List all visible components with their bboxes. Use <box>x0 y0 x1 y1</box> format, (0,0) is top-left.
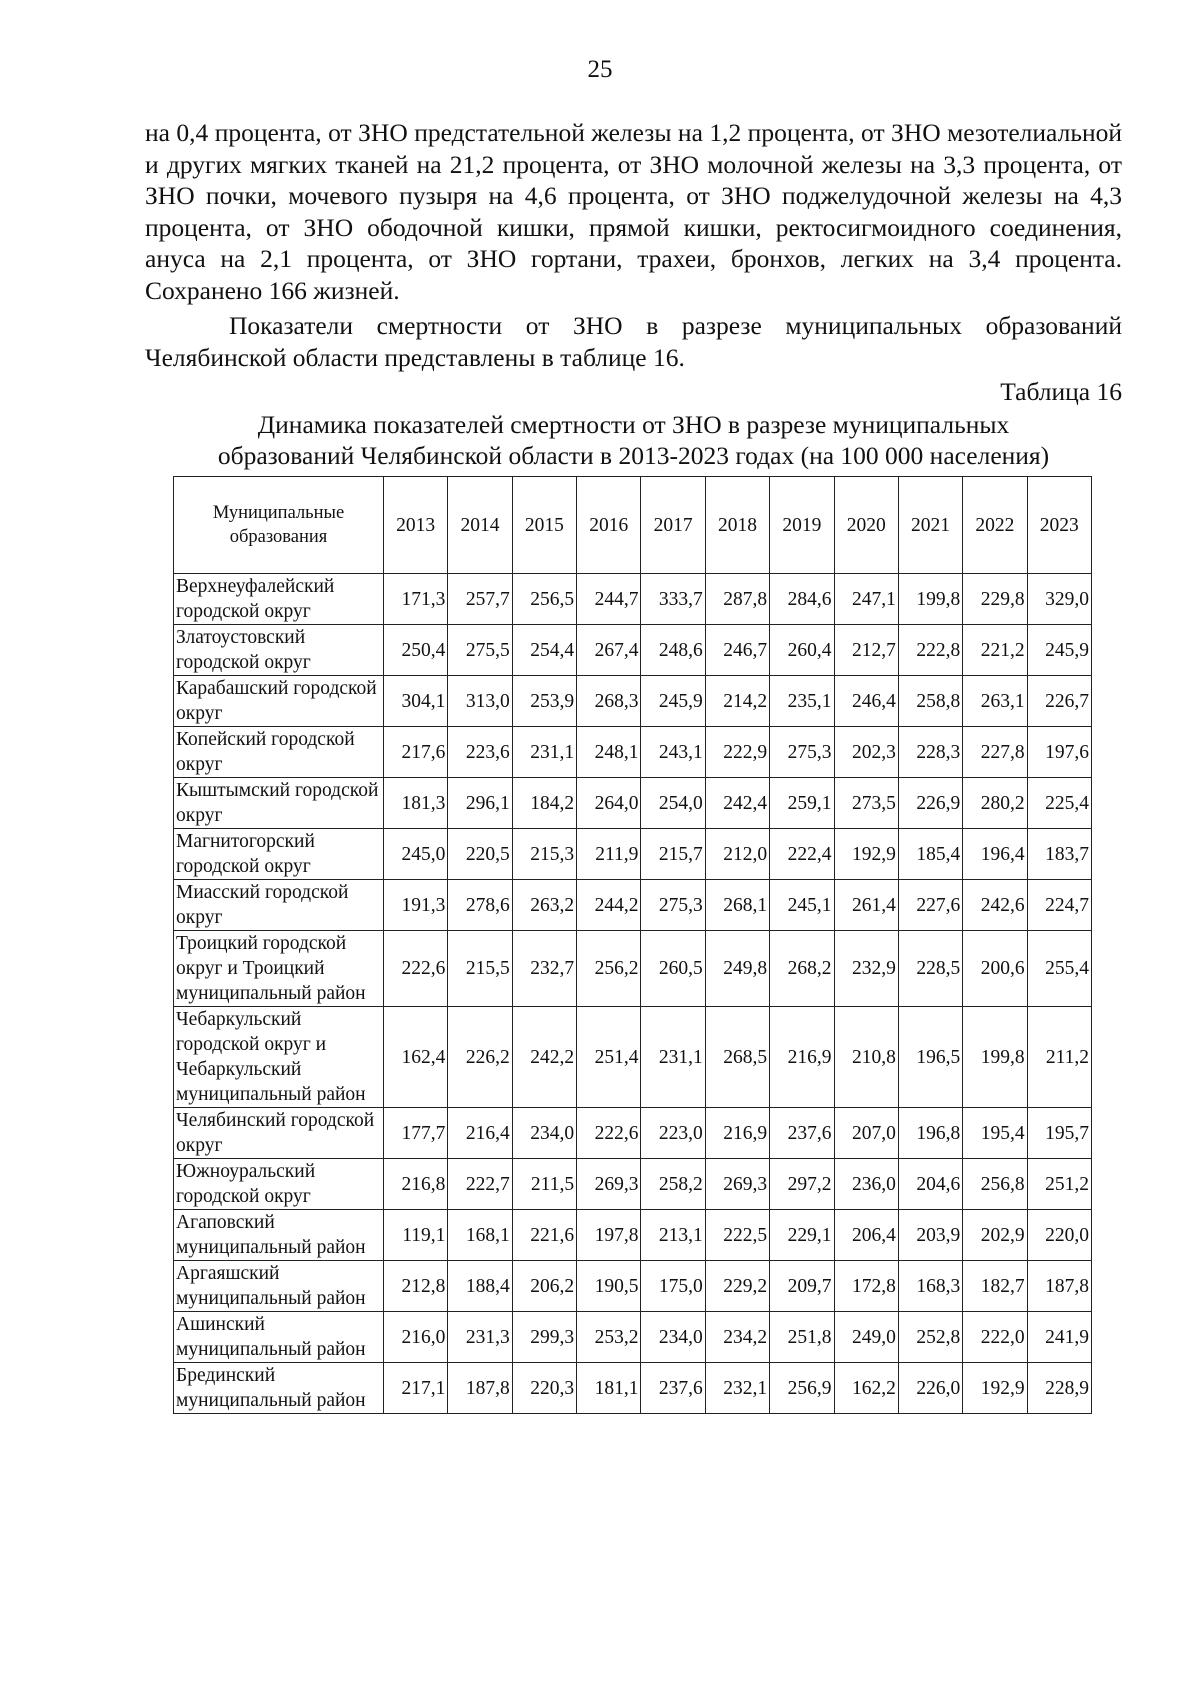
mortality-value-cell: 229,2 <box>705 1261 769 1312</box>
mortality-value-cell: 268,3 <box>577 676 641 727</box>
mortality-value-cell: 234,0 <box>641 1312 705 1363</box>
mortality-value-cell: 235,1 <box>770 676 834 727</box>
header-municipalities: Муниципальные образования <box>174 477 384 574</box>
mortality-value-cell: 168,1 <box>448 1210 512 1261</box>
mortality-value-cell: 242,6 <box>963 880 1027 931</box>
mortality-value-cell: 249,0 <box>834 1312 898 1363</box>
mortality-value-cell: 206,4 <box>834 1210 898 1261</box>
mortality-value-cell: 244,2 <box>577 880 641 931</box>
mortality-value-cell: 172,8 <box>834 1261 898 1312</box>
mortality-value-cell: 242,2 <box>512 1007 576 1108</box>
mortality-value-cell: 333,7 <box>641 574 705 625</box>
table-row <box>174 625 1092 676</box>
mortality-value-cell: 226,7 <box>1027 676 1091 727</box>
mortality-value-cell: 267,4 <box>577 625 641 676</box>
table-row <box>174 1363 1092 1414</box>
mortality-value-cell: 245,9 <box>1027 625 1091 676</box>
municipality-name: Челябинский городской округ <box>174 1108 384 1159</box>
mortality-value-cell: 268,1 <box>705 880 769 931</box>
mortality-value-cell: 237,6 <box>770 1108 834 1159</box>
mortality-value-cell: 269,3 <box>577 1159 641 1210</box>
mortality-value-cell: 243,1 <box>641 727 705 778</box>
municipality-name: Агаповский муниципальный район <box>174 1210 384 1261</box>
municipality-name: Чебаркульский городской округ и Чебаркульский муниципальный район <box>174 1007 384 1108</box>
mortality-value-cell: 220,5 <box>448 829 512 880</box>
table-row <box>174 829 1092 880</box>
mortality-value-cell: 196,4 <box>963 829 1027 880</box>
table-row <box>174 880 1092 931</box>
municipality-name: Южноуральский городской округ <box>174 1159 384 1210</box>
mortality-value-cell: 222,5 <box>705 1210 769 1261</box>
mortality-value-cell: 217,1 <box>384 1363 448 1414</box>
mortality-value-cell: 211,9 <box>577 829 641 880</box>
mortality-value-cell: 261,4 <box>834 880 898 931</box>
mortality-value-cell: 245,0 <box>384 829 448 880</box>
mortality-value-cell: 275,3 <box>770 727 834 778</box>
mortality-value-cell: 229,8 <box>963 574 1027 625</box>
table-title-line-2: образований Челябинской области в 2013-2023 годах (на 100 000 населения) <box>217 441 1050 470</box>
mortality-value-cell: 227,6 <box>898 880 962 931</box>
mortality-value-cell: 216,8 <box>384 1159 448 1210</box>
mortality-value-cell: 192,9 <box>963 1363 1027 1414</box>
mortality-value-cell: 221,2 <box>963 625 1027 676</box>
mortality-value-cell: 213,1 <box>641 1210 705 1261</box>
header-year: 2018 <box>705 477 769 574</box>
mortality-value-cell: 202,9 <box>963 1210 1027 1261</box>
mortality-value-cell: 223,0 <box>641 1108 705 1159</box>
mortality-value-cell: 222,8 <box>898 625 962 676</box>
mortality-value-cell: 313,0 <box>448 676 512 727</box>
mortality-value-cell: 253,2 <box>577 1312 641 1363</box>
mortality-value-cell: 215,3 <box>512 829 576 880</box>
mortality-value-cell: 188,4 <box>448 1261 512 1312</box>
header-year: 2021 <box>898 477 962 574</box>
mortality-value-cell: 258,2 <box>641 1159 705 1210</box>
mortality-value-cell: 231,1 <box>641 1007 705 1108</box>
municipality-name: Златоустовский городской округ <box>174 625 384 676</box>
mortality-value-cell: 237,6 <box>641 1363 705 1414</box>
mortality-value-cell: 255,4 <box>1027 931 1091 1007</box>
mortality-value-cell: 329,0 <box>1027 574 1091 625</box>
mortality-value-cell: 236,0 <box>834 1159 898 1210</box>
mortality-value-cell: 229,1 <box>770 1210 834 1261</box>
mortality-value-cell: 191,3 <box>384 880 448 931</box>
mortality-value-cell: 222,7 <box>448 1159 512 1210</box>
mortality-value-cell: 246,7 <box>705 625 769 676</box>
mortality-value-cell: 228,3 <box>898 727 962 778</box>
mortality-value-cell: 222,6 <box>577 1108 641 1159</box>
mortality-value-cell: 226,9 <box>898 778 962 829</box>
mortality-value-cell: 210,8 <box>834 1007 898 1108</box>
table-row <box>174 676 1092 727</box>
mortality-value-cell: 263,2 <box>512 880 576 931</box>
mortality-value-cell: 119,1 <box>384 1210 448 1261</box>
mortality-value-cell: 280,2 <box>963 778 1027 829</box>
mortality-value-cell: 228,9 <box>1027 1363 1091 1414</box>
mortality-value-cell: 256,9 <box>770 1363 834 1414</box>
mortality-value-cell: 264,0 <box>577 778 641 829</box>
municipality-name: Аргаяшский муниципальный район <box>174 1261 384 1312</box>
mortality-value-cell: 221,6 <box>512 1210 576 1261</box>
mortality-value-cell: 212,7 <box>834 625 898 676</box>
mortality-value-cell: 220,3 <box>512 1363 576 1414</box>
mortality-value-cell: 275,3 <box>641 880 705 931</box>
mortality-value-cell: 204,6 <box>898 1159 962 1210</box>
mortality-value-cell: 242,4 <box>705 778 769 829</box>
mortality-value-cell: 226,2 <box>448 1007 512 1108</box>
mortality-value-cell: 263,1 <box>963 676 1027 727</box>
header-year: 2016 <box>577 477 641 574</box>
municipality-name: Троицкий городской округ и Троицкий муниципальный район <box>174 931 384 1007</box>
mortality-value-cell: 211,2 <box>1027 1007 1091 1108</box>
mortality-value-cell: 268,5 <box>705 1007 769 1108</box>
mortality-value-cell: 226,0 <box>898 1363 962 1414</box>
mortality-value-cell: 245,9 <box>641 676 705 727</box>
mortality-value-cell: 273,5 <box>834 778 898 829</box>
table-title-line-1: Динамика показателей смертности от ЗНО в разрезе муниципальных <box>257 410 1010 439</box>
header-year: 2023 <box>1027 477 1091 574</box>
mortality-value-cell: 251,2 <box>1027 1159 1091 1210</box>
table-row <box>174 727 1092 778</box>
mortality-value-cell: 216,9 <box>770 1007 834 1108</box>
header-year: 2013 <box>384 477 448 574</box>
mortality-value-cell: 228,5 <box>898 931 962 1007</box>
header-year: 2014 <box>448 477 512 574</box>
mortality-value-cell: 297,2 <box>770 1159 834 1210</box>
mortality-value-cell: 195,4 <box>963 1108 1027 1159</box>
mortality-value-cell: 196,8 <box>898 1108 962 1159</box>
mortality-value-cell: 217,6 <box>384 727 448 778</box>
mortality-value-cell: 251,4 <box>577 1007 641 1108</box>
mortality-value-cell: 232,1 <box>705 1363 769 1414</box>
mortality-value-cell: 304,1 <box>384 676 448 727</box>
mortality-value-cell: 252,8 <box>898 1312 962 1363</box>
mortality-value-cell: 216,9 <box>705 1108 769 1159</box>
mortality-value-cell: 215,5 <box>448 931 512 1007</box>
mortality-value-cell: 246,4 <box>834 676 898 727</box>
municipality-name: Магнитогорский городской округ <box>174 829 384 880</box>
mortality-value-cell: 275,5 <box>448 625 512 676</box>
body-paragraph-1: на 0,4 процента, от ЗНО предстательной железы на 1,2 процента, от ЗНО мезотелиальной и других мягких тканей на 21,2 процента, от ЗНО молочной железы на 3,3 процента, от ЗНО почки, мочевого пузыря на 4,6 процента, от ЗНО поджелудочной железы на 4,3 процента, от ЗНО ободочной кишки, прямой кишки, ректосигмоидного соединения, ануса на 2,1 процента, от ЗНО гортани, трахеи, бронхов, легких на 3,4 процента. Сохранено 166 жизней. <box>145 118 1122 305</box>
mortality-value-cell: 192,9 <box>834 829 898 880</box>
mortality-table <box>173 476 1092 1414</box>
mortality-value-cell: 234,0 <box>512 1108 576 1159</box>
mortality-value-cell: 244,7 <box>577 574 641 625</box>
mortality-value-cell: 248,1 <box>577 727 641 778</box>
mortality-value-cell: 299,3 <box>512 1312 576 1363</box>
mortality-value-cell: 196,5 <box>898 1007 962 1108</box>
municipality-name: Копейский городской округ <box>174 727 384 778</box>
mortality-value-cell: 231,1 <box>512 727 576 778</box>
mortality-value-cell: 197,6 <box>1027 727 1091 778</box>
mortality-value-cell: 162,4 <box>384 1007 448 1108</box>
municipality-name: Верхнеуфалейский городской округ <box>174 574 384 625</box>
table-title <box>145 409 1122 471</box>
mortality-value-cell: 260,4 <box>770 625 834 676</box>
header-year: 2019 <box>770 477 834 574</box>
mortality-value-cell: 223,6 <box>448 727 512 778</box>
mortality-value-cell: 181,3 <box>384 778 448 829</box>
mortality-value-cell: 227,8 <box>963 727 1027 778</box>
mortality-value-cell: 250,4 <box>384 625 448 676</box>
mortality-value-cell: 259,1 <box>770 778 834 829</box>
table-label: Таблица 16 <box>1000 377 1122 406</box>
table-row <box>174 1108 1092 1159</box>
table-row <box>174 1312 1092 1363</box>
mortality-value-cell: 257,7 <box>448 574 512 625</box>
table-row <box>174 1159 1092 1210</box>
mortality-value-cell: 247,1 <box>834 574 898 625</box>
header-year: 2015 <box>512 477 576 574</box>
mortality-value-cell: 269,3 <box>705 1159 769 1210</box>
mortality-value-cell: 256,8 <box>963 1159 1027 1210</box>
mortality-value-cell: 212,8 <box>384 1261 448 1312</box>
table-row <box>174 1261 1092 1312</box>
mortality-value-cell: 216,4 <box>448 1108 512 1159</box>
mortality-value-cell: 225,4 <box>1027 778 1091 829</box>
mortality-value-cell: 187,8 <box>1027 1261 1091 1312</box>
mortality-value-cell: 241,9 <box>1027 1312 1091 1363</box>
table-row <box>174 574 1092 625</box>
mortality-value-cell: 245,1 <box>770 880 834 931</box>
mortality-value-cell: 258,8 <box>898 676 962 727</box>
municipality-name: Миасский городской округ <box>174 880 384 931</box>
mortality-value-cell: 278,6 <box>448 880 512 931</box>
mortality-value-cell: 187,8 <box>448 1363 512 1414</box>
mortality-value-cell: 207,0 <box>834 1108 898 1159</box>
mortality-value-cell: 214,2 <box>705 676 769 727</box>
mortality-value-cell: 199,8 <box>898 574 962 625</box>
mortality-value-cell: 256,5 <box>512 574 576 625</box>
mortality-value-cell: 199,8 <box>963 1007 1027 1108</box>
mortality-value-cell: 211,5 <box>512 1159 576 1210</box>
mortality-value-cell: 256,2 <box>577 931 641 1007</box>
table-body <box>174 574 1092 1414</box>
mortality-value-cell: 171,3 <box>384 574 448 625</box>
municipality-name: Карабашский городской округ <box>174 676 384 727</box>
mortality-value-cell: 181,1 <box>577 1363 641 1414</box>
table-row <box>174 1007 1092 1108</box>
municipality-name: Брединский муниципальный район <box>174 1363 384 1414</box>
mortality-value-cell: 215,7 <box>641 829 705 880</box>
header-year: 2022 <box>963 477 1027 574</box>
mortality-value-cell: 268,2 <box>770 931 834 1007</box>
table-row <box>174 778 1092 829</box>
mortality-value-cell: 260,5 <box>641 931 705 1007</box>
mortality-value-cell: 184,2 <box>512 778 576 829</box>
mortality-value-cell: 216,0 <box>384 1312 448 1363</box>
mortality-value-cell: 222,9 <box>705 727 769 778</box>
table-row <box>174 931 1092 1007</box>
mortality-value-cell: 253,9 <box>512 676 576 727</box>
mortality-value-cell: 183,7 <box>1027 829 1091 880</box>
mortality-value-cell: 220,0 <box>1027 1210 1091 1261</box>
mortality-value-cell: 209,7 <box>770 1261 834 1312</box>
mortality-value-cell: 185,4 <box>898 829 962 880</box>
mortality-value-cell: 200,6 <box>963 931 1027 1007</box>
mortality-value-cell: 190,5 <box>577 1261 641 1312</box>
mortality-value-cell: 287,8 <box>705 574 769 625</box>
mortality-value-cell: 254,4 <box>512 625 576 676</box>
mortality-value-cell: 254,0 <box>641 778 705 829</box>
mortality-value-cell: 195,7 <box>1027 1108 1091 1159</box>
mortality-value-cell: 231,3 <box>448 1312 512 1363</box>
mortality-value-cell: 206,2 <box>512 1261 576 1312</box>
mortality-value-cell: 284,6 <box>770 574 834 625</box>
municipality-name: Ашинский муниципальный район <box>174 1312 384 1363</box>
mortality-value-cell: 248,6 <box>641 625 705 676</box>
table-row <box>174 1210 1092 1261</box>
mortality-value-cell: 296,1 <box>448 778 512 829</box>
mortality-value-cell: 222,6 <box>384 931 448 1007</box>
mortality-value-cell: 182,7 <box>963 1261 1027 1312</box>
page-number: 25 <box>587 56 613 83</box>
mortality-value-cell: 251,8 <box>770 1312 834 1363</box>
mortality-value-cell: 162,2 <box>834 1363 898 1414</box>
mortality-value-cell: 197,8 <box>577 1210 641 1261</box>
mortality-value-cell: 224,7 <box>1027 880 1091 931</box>
table-header-row <box>174 477 1092 574</box>
mortality-value-cell: 222,4 <box>770 829 834 880</box>
mortality-value-cell: 222,0 <box>963 1312 1027 1363</box>
mortality-value-cell: 203,9 <box>898 1210 962 1261</box>
mortality-value-cell: 212,0 <box>705 829 769 880</box>
mortality-value-cell: 234,2 <box>705 1312 769 1363</box>
mortality-value-cell: 177,7 <box>384 1108 448 1159</box>
mortality-value-cell: 232,7 <box>512 931 576 1007</box>
mortality-value-cell: 232,9 <box>834 931 898 1007</box>
municipality-name: Кыштымский городской округ <box>174 778 384 829</box>
body-paragraph-2: Показатели смертности от ЗНО в разрезе муниципальных образований Челябинской области представлены в таблице 16. <box>145 311 1122 372</box>
header-year: 2020 <box>834 477 898 574</box>
mortality-value-cell: 202,3 <box>834 727 898 778</box>
mortality-value-cell: 175,0 <box>641 1261 705 1312</box>
mortality-value-cell: 249,8 <box>705 931 769 1007</box>
header-year: 2017 <box>641 477 705 574</box>
mortality-value-cell: 168,3 <box>898 1261 962 1312</box>
